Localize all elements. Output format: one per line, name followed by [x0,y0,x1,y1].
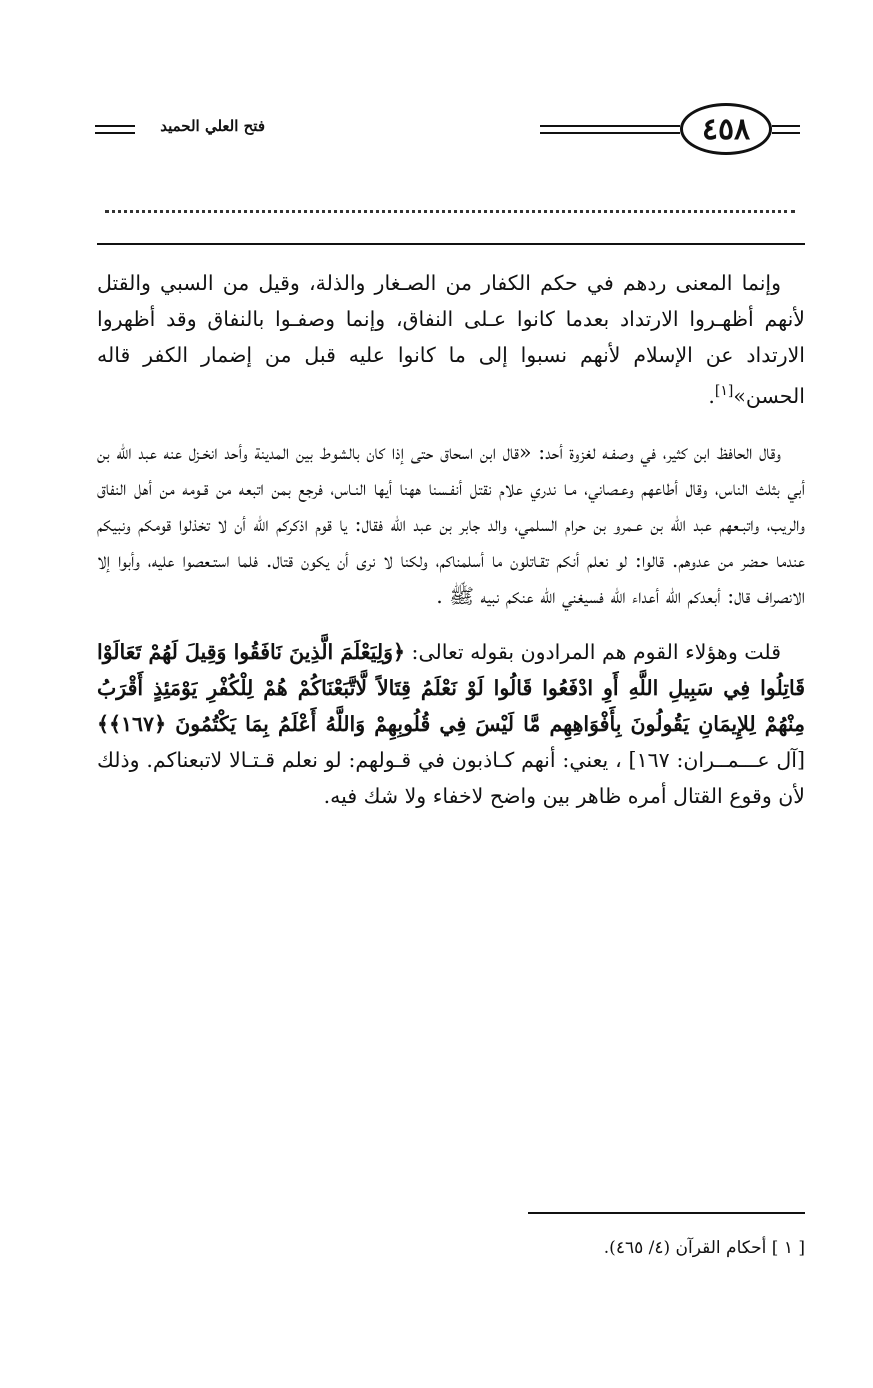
paragraph-1 [97,265,805,414]
header-rule [540,132,680,134]
header-rule [772,132,800,134]
header-rule [772,125,800,127]
top-rule [97,243,805,245]
page-header [90,95,800,175]
paragraph-3 [97,634,805,814]
paragraph-2: وقال الحافظ ابن كثير، في وصفـه لغزوة أحد: «قال ابن اسحاق حتى إذا كان بالشوط بين المدينة وأحد انخـزل عنه عبد الله بن أبي بثلث الناس، وقال أطاعهم وعـصاني، مـا ندري علام نقتل أنفـسنا ههنا أيها النـاس، فرجع بمن اتبعه من قـومه من أهل النفاق والريب، واتبـعهم عبد الله بن عـمرو بن حرام السلمي، والد جابر بن عبد الله فقال: يا قوم اذكركم الله أن لا تخذلوا قومكم ونبيكم عندما حـضر من عدوهم. قالوا: لو نعلم أنكم تقـاتلون ما أسلمناكم، ولكنا لا نرى أن يكون قتال. فلما استـعصوا عليه، وأبوا إلا الانصراف قال: أبعدكم الله أعداء الله فسيغني الله عنكم نبيه ﷺ . [97,439,805,608]
paragraph-1-text: وإنما المعنى ردهم في حكم الكفار من الصـغار والذلة، وقيل من السبي والقتل لأنهم أظهـروا الارتداد بعدما كانوا عـلى النفاق، وإنما وصفـوا بالنفاق وقد أظهروا الارتداد عن الإسلام لأنهم نسبوا إلى ما كانوا عليه قبل من إضمار الكفر قاله الحسن» [97,271,805,408]
book-title: فتح العلي الحميد [160,117,265,135]
footnote-rule [528,1212,805,1214]
header-rule [95,125,135,127]
header-rule [95,132,135,134]
main-text [97,265,805,834]
footnote: [ ١ ] أحكام القرآن (٤/ ٤٦٥). [603,1238,805,1258]
quran-verse: ﴿وَلِيَعْلَمَ الَّذِينَ نَافَقُوا وَقِيلَ لَهُمْ تَعَالَوْا قَاتِلُوا فِي سَبِيلِ اللَّهِ أَوِ ادْفَعُوا قَالُوا لَوْ نَعْلَمُ قِتَالاً لَّاتَّبَعْنَاكُمْ هُمْ لِلْكُفْرِ يَوْمَئِذٍ أَقْرَبُ مِنْهُمْ لِلإِيمَانِ يَقُولُونَ بِأَفْوَاهِهِم مَّا لَيْسَ فِي قُلُوبِهِمْ وَاللَّهُ أَعْلَمُ بِمَا يَكْتُمُونَ ﴿١٦٧﴾﴾ [97,639,805,736]
paragraph-3-intro: قلت وهؤلاء القوم هم المرادون بقوله تعالى: [411,639,781,664]
paragraph-1-end: . [708,383,715,408]
paragraph-3-rest: [آل عـــمــران: ١٦٧] ، يعني: أنهم كـاذبون في قـولهم: لو نعلم قـتـالا لاتبعناكم. وذلك لأن وقوع القتال أمره ظاهر بين واضح لاخفاء ولا شك فيه. [97,747,806,808]
dotted-separator [105,210,795,215]
header-rule [540,125,680,127]
footnote-ref: [١] [714,383,734,399]
page-number: ٤٥٨ [680,103,772,155]
